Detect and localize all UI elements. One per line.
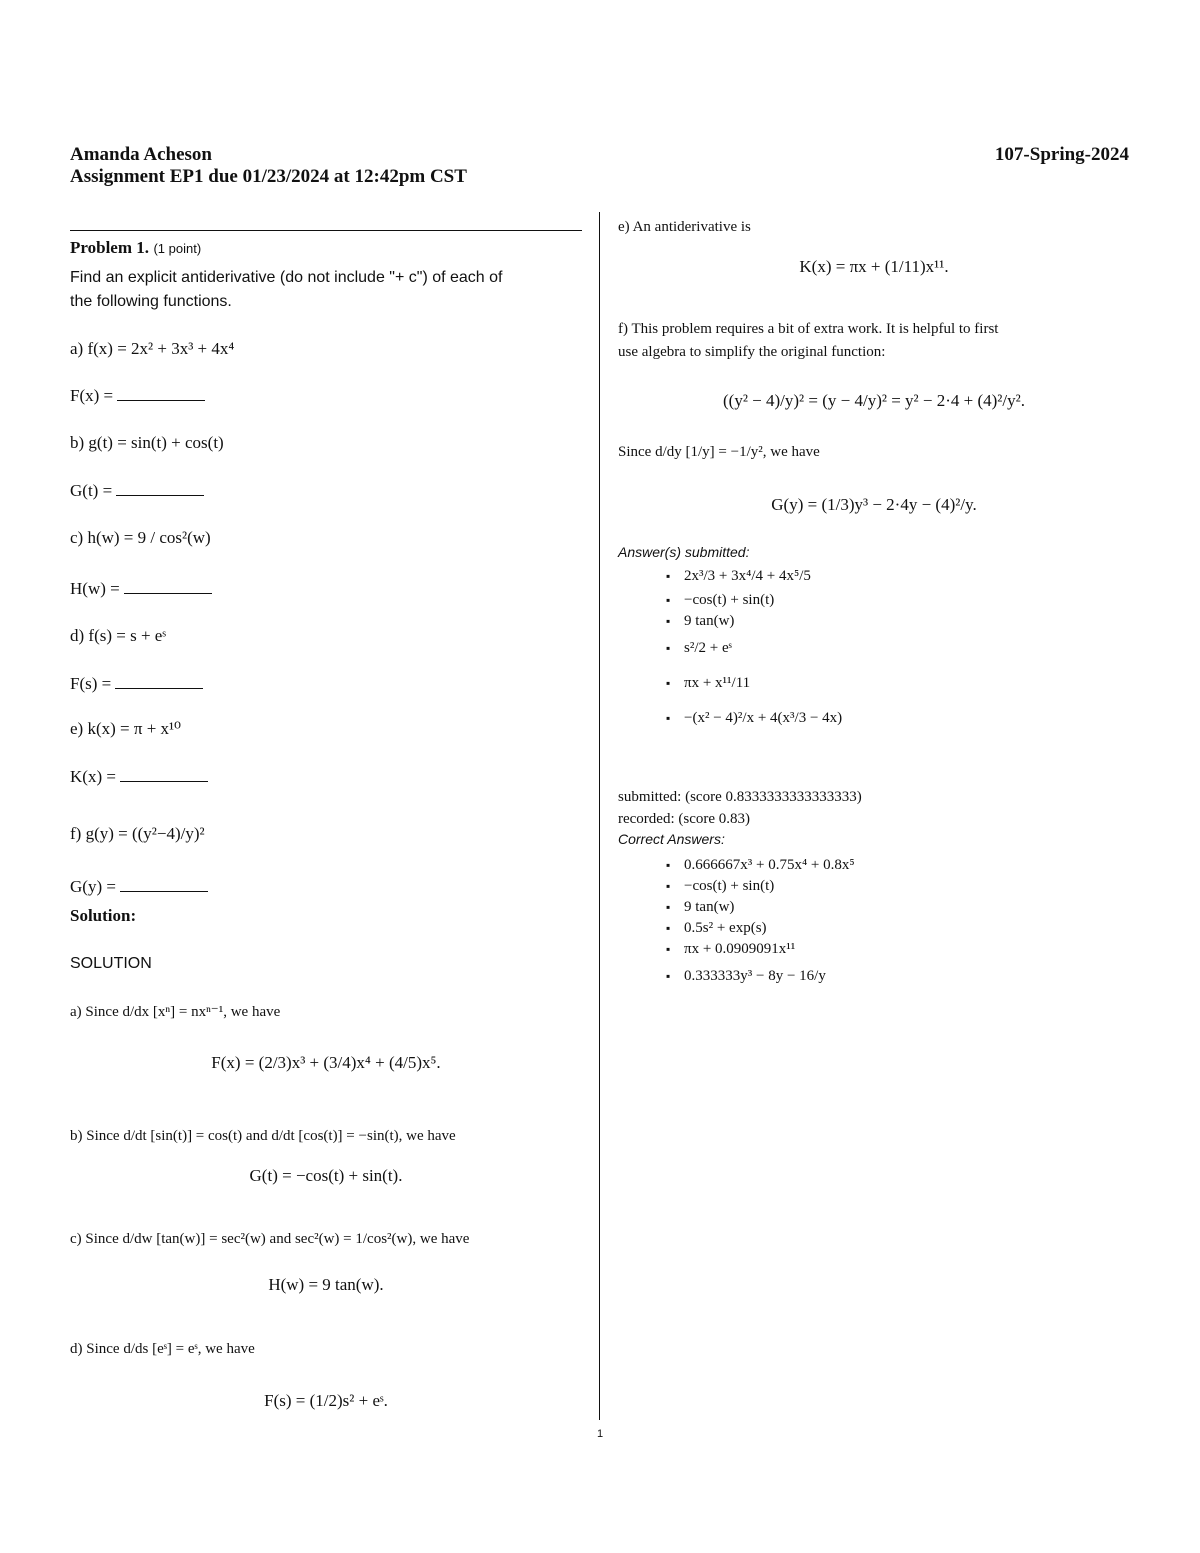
solution-e-result: K(x) = πx + (1/11)x¹¹. bbox=[799, 257, 949, 276]
problem-number: Problem 1. bbox=[70, 238, 150, 257]
correct-answer-c: ▪ 9 tan(w) bbox=[664, 897, 855, 918]
solution-a-result: F(x) = (2/3)x³ + (3/4)x⁴ + (4/5)x⁵. bbox=[211, 1053, 441, 1072]
submitted-answer-e: ▪ πx + x¹¹/11 bbox=[664, 673, 842, 694]
correct-heading: Correct Answers: bbox=[618, 831, 725, 847]
question-f: f) g(y) = ((y²−4)/y)² bbox=[70, 824, 205, 843]
answer-label-c: H(w) = bbox=[70, 579, 120, 598]
question-e: e) k(x) = π + x¹⁰ bbox=[70, 719, 181, 738]
solution-f-text1: f) This problem requires a bit of extra work. It is helpful to first bbox=[618, 321, 999, 337]
submitted-answer-b: ▪ −cos(t) + sin(t) bbox=[664, 590, 842, 611]
solution-f-identity: ((y² − 4)/y)² = (y − 4/y)² = y² − 2·4 + (4)²/y². bbox=[723, 391, 1025, 410]
answer-field-a[interactable] bbox=[70, 385, 205, 407]
solution-f-text3: Since d/dy [1/y] = −1/y², we have bbox=[618, 444, 820, 460]
instructions-line2: the following functions. bbox=[70, 293, 232, 310]
solution-heading: Solution: bbox=[70, 906, 137, 925]
submitted-answer-d: ▪ s²/2 + eˢ bbox=[664, 638, 842, 659]
correct-answer-b: ▪ −cos(t) + sin(t) bbox=[664, 876, 855, 897]
answer-label-a: F(x) = bbox=[70, 386, 114, 405]
solution-c-result: H(w) = 9 tan(w). bbox=[268, 1275, 384, 1294]
assignment-title: Assignment EP1 due 01/23/2024 at 12:42pm CST bbox=[70, 166, 467, 187]
answer-label-b: G(t) = bbox=[70, 481, 113, 500]
submitted-answers-list bbox=[664, 566, 842, 729]
answer-label-f: G(y) = bbox=[70, 877, 116, 896]
solution-f-result: G(y) = (1/3)y³ − 2·4y − (4)²/y. bbox=[771, 495, 977, 514]
answer-field-d[interactable] bbox=[70, 673, 203, 695]
question-a: a) f(x) = 2x² + 3x³ + 4x⁴ bbox=[70, 339, 235, 358]
solution-b-text: b) Since d/dt [sin(t)] = cos(t) and d/dt [cos(t)] = −sin(t), we have bbox=[70, 1128, 456, 1144]
answer-field-b[interactable] bbox=[70, 480, 204, 502]
answer-field-c[interactable] bbox=[70, 578, 212, 600]
student-name: Amanda Acheson bbox=[70, 144, 212, 165]
answer-field-f[interactable] bbox=[70, 876, 208, 898]
column-divider bbox=[599, 212, 600, 1420]
correct-answer-a: ▪ 0.666667x³ + 0.75x⁴ + 0.8x⁵ bbox=[664, 855, 855, 876]
correct-answer-f: ▪ 0.333333y³ − 8y − 16/y bbox=[664, 966, 855, 987]
solution-c-text: c) Since d/dw [tan(w)] = sec²(w) and sec²(w) = 1/cos²(w), we have bbox=[70, 1231, 470, 1247]
solution-d-result: F(s) = (1/2)s² + eˢ. bbox=[264, 1391, 388, 1410]
submitted-answer-c: ▪ 9 tan(w) bbox=[664, 611, 842, 632]
question-c: c) h(w) = 9 / cos²(w) bbox=[70, 528, 211, 547]
recorded-score: recorded: (score 0.83) bbox=[618, 811, 751, 827]
instructions-line1: Find an explicit antiderivative (do not include "+ c") of each of bbox=[70, 269, 503, 286]
answer-label-d: F(s) = bbox=[70, 674, 112, 693]
solution-e-text: e) An antiderivative is bbox=[618, 219, 751, 235]
course-name: 107-Spring-2024 bbox=[994, 144, 1129, 165]
solution-d-text: d) Since d/ds [eˢ] = eˢ, we have bbox=[70, 1341, 255, 1357]
submitted-answer-f: ▪ −(x² − 4)²/x + 4(x³/3 − 4x) bbox=[664, 708, 842, 729]
solution-f-text2: use algebra to simplify the original function: bbox=[618, 344, 886, 360]
question-d: d) f(s) = s + eˢ bbox=[70, 626, 166, 645]
submitted-heading: Answer(s) submitted: bbox=[618, 544, 750, 560]
problem-divider bbox=[70, 230, 582, 231]
solution-a-text: a) Since d/dx [xⁿ] = nxⁿ⁻¹, we have bbox=[70, 1004, 281, 1020]
correct-answer-e: ▪ πx + 0.0909091x¹¹ bbox=[664, 939, 855, 960]
problem-title bbox=[70, 238, 201, 259]
submitted-answer-a: ▪ 2x³/3 + 3x⁴/4 + 4x⁵/5 bbox=[664, 566, 842, 587]
answer-label-e: K(x) = bbox=[70, 767, 116, 786]
question-b: b) g(t) = sin(t) + cos(t) bbox=[70, 433, 224, 452]
page-number: 1 bbox=[597, 1428, 604, 1440]
solution-b-result: G(t) = −cos(t) + sin(t). bbox=[249, 1166, 403, 1185]
correct-answer-d: ▪ 0.5s² + exp(s) bbox=[664, 918, 855, 939]
correct-answers-list bbox=[664, 855, 855, 987]
answer-field-e[interactable] bbox=[70, 766, 208, 788]
submitted-score: submitted: (score 0.8333333333333333) bbox=[618, 789, 862, 805]
problem-points: (1 point) bbox=[153, 241, 202, 256]
solution-label: SOLUTION bbox=[70, 955, 152, 972]
